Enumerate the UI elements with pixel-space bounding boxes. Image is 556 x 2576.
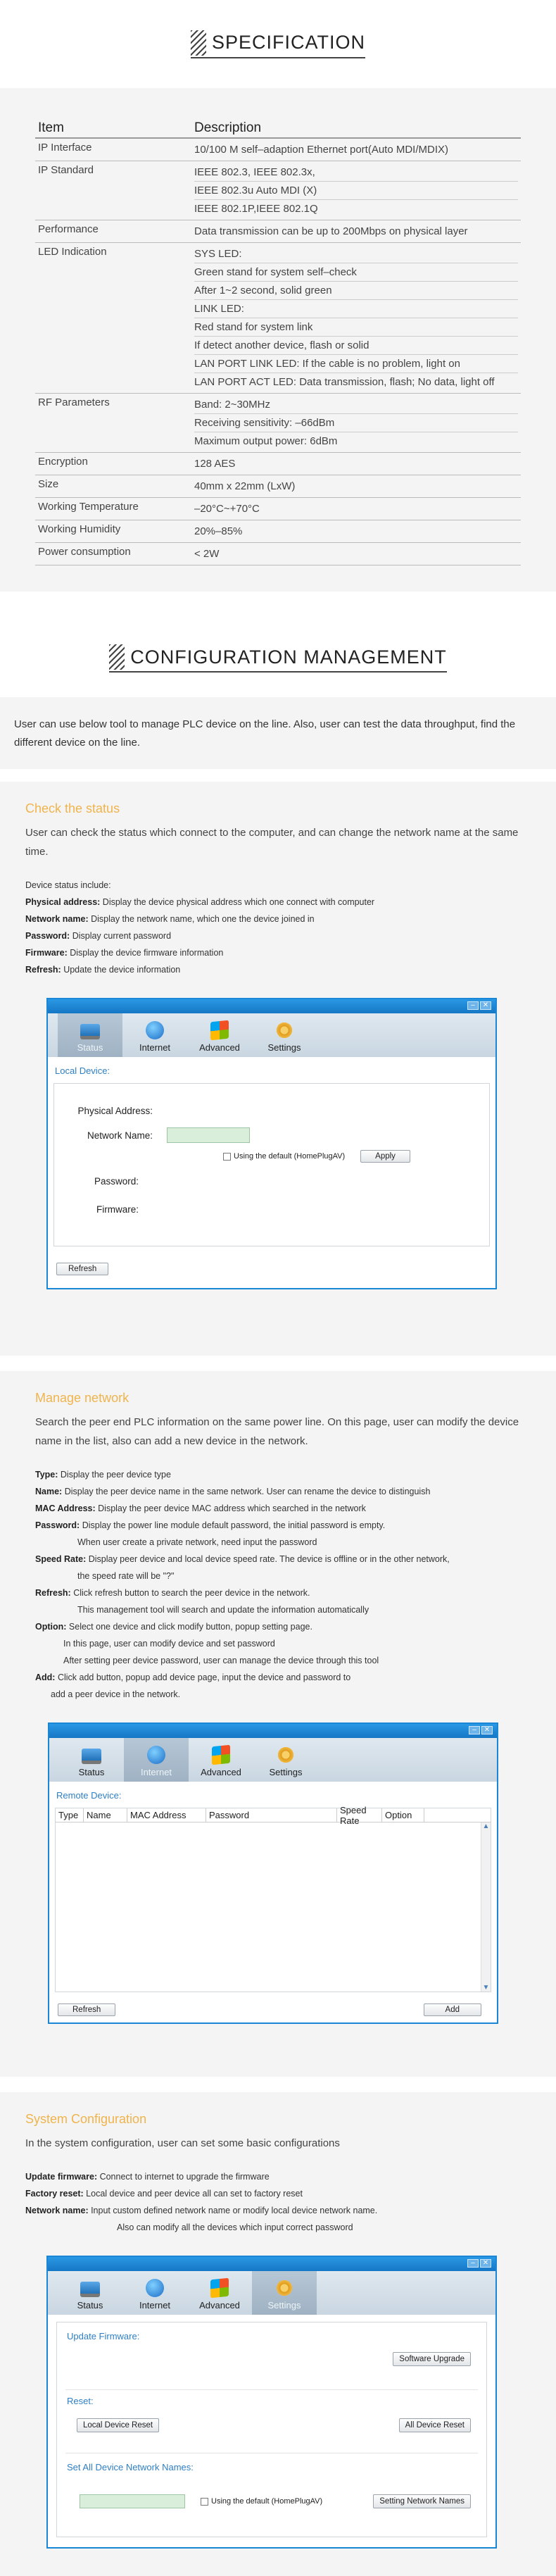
tab-label: Internet	[139, 2300, 171, 2311]
physical-address-row	[54, 1096, 489, 1125]
spec-row	[35, 453, 521, 475]
spec-row	[35, 520, 521, 543]
tab-label: Internet	[140, 1767, 172, 1777]
spec-table	[35, 118, 521, 565]
tab-label: Internet	[139, 1042, 171, 1053]
remote-device-list	[55, 1804, 491, 1992]
setting-network-names-button[interactable]: Setting Network Names	[373, 2494, 471, 2508]
firmware-label: Firmware:	[96, 1203, 139, 1215]
refresh-button[interactable]: Refresh	[58, 2003, 115, 2016]
spec-item: RF Parameters	[35, 394, 191, 453]
spec-description-line: Maximum output power: 6dBm	[194, 435, 338, 447]
definition-text: Local device and peer device all can set to factory reset	[83, 2189, 303, 2199]
local-device-label: Local Device:	[55, 1065, 110, 1076]
definition-item	[35, 1517, 521, 1534]
spacer	[0, 2077, 556, 2092]
software-upgrade-button[interactable]: Software Upgrade	[393, 2352, 471, 2366]
spec-row	[35, 243, 521, 394]
definition-item	[25, 2185, 521, 2202]
windows-logo-icon	[212, 1745, 230, 1765]
definition-text: Update the device information	[61, 965, 181, 975]
spec-description-line: Receiving sensitivity: –66dBm	[194, 414, 518, 432]
spec-description	[191, 220, 521, 243]
config-intro: User can use below tool to manage PLC device on the line. Also, user can test the data throughput, find the different device on the line.	[0, 697, 556, 769]
defs-title: Device status include:	[25, 880, 111, 890]
spec-item: IP Interface	[35, 138, 191, 161]
tab-label: Advanced	[199, 1042, 240, 1053]
col-item-header: Item	[35, 118, 191, 138]
default-row	[54, 1146, 489, 1167]
list-header	[56, 1804, 491, 1826]
scroll-up-icon[interactable]: ▲	[482, 1822, 490, 1830]
window-controls	[467, 1001, 491, 1010]
definition-term: Factory reset:	[25, 2189, 84, 2199]
system-config-block	[0, 2092, 556, 2576]
definition-term: Password:	[35, 1520, 80, 1530]
definition-text: Display the peer device MAC address which searched in the network	[95, 1503, 366, 1513]
definition-term: Update firmware:	[25, 2172, 98, 2182]
spec-row	[35, 543, 521, 565]
definition-item	[35, 1686, 521, 1703]
globe-icon	[146, 1021, 164, 1039]
monitor-icon	[80, 2282, 100, 2297]
definition-text: Click refresh button to search the peer device in the network.	[70, 1588, 310, 1598]
spec-description	[191, 243, 521, 394]
spec-description-line: Band: 2~30MHz	[194, 396, 518, 414]
network-name-row	[54, 1125, 489, 1146]
definition-term: Physical address:	[25, 897, 101, 907]
spec-description-line: IEEE 802.3u Auto MDI (X)	[194, 182, 518, 200]
windows-logo-icon	[210, 1020, 229, 1041]
settings-window	[46, 2256, 497, 2549]
network-names-section	[65, 2453, 478, 2531]
spec-item: LED Indication	[35, 243, 191, 394]
tab-label: Settings	[267, 2300, 301, 2311]
spec-description-line: 10/100 M self–adaption Ethernet port(Auto MDI/MDIX)	[194, 144, 449, 156]
default-checkbox[interactable]	[223, 1152, 345, 1161]
spec-item: Working Humidity	[35, 520, 191, 543]
column-header[interactable]: Option	[382, 1808, 424, 1822]
definition-term: Refresh:	[35, 1588, 71, 1598]
definition-text: the speed rate will be "?"	[77, 1571, 175, 1581]
spec-item: Size	[35, 475, 191, 498]
window-titlebar	[48, 999, 495, 1013]
spec-row	[35, 475, 521, 498]
list-actions	[55, 2003, 491, 2016]
definition-term: Network name:	[25, 2206, 89, 2215]
definition-term: Speed Rate:	[35, 1554, 87, 1564]
manage-network-heading: Manage network	[35, 1391, 129, 1405]
spec-row	[35, 394, 521, 453]
system-config-defs	[25, 2168, 521, 2236]
reset-section	[65, 2390, 478, 2453]
spec-panel	[0, 88, 556, 592]
spec-row	[35, 220, 521, 243]
spec-description-line: If detect another device, flash or solid	[194, 337, 518, 355]
physical-address-label: Physical Address:	[77, 1105, 153, 1116]
definition-text: Display the peer device type	[58, 1470, 171, 1480]
column-header[interactable]: Speed Rate	[337, 1808, 382, 1822]
remote-device-label: Remote Device:	[56, 1790, 122, 1801]
spec-row	[35, 161, 521, 220]
spec-description	[191, 475, 521, 498]
system-config-heading: System Configuration	[25, 2112, 147, 2126]
definition-item	[25, 911, 521, 927]
settings-panel	[56, 2322, 487, 2537]
spec-description-line: After 1~2 second, solid green	[194, 282, 518, 300]
definition-text: When user create a private network, need input the password	[77, 1537, 317, 1547]
update-firmware-section	[65, 2331, 478, 2390]
definition-term: Password:	[25, 931, 70, 941]
minimize-icon[interactable]: –	[467, 2259, 479, 2268]
network-name-input[interactable]	[167, 1127, 250, 1143]
definition-text: In this page, user can modify device and set password	[63, 1639, 275, 1649]
update-firmware-label: Update Firmware:	[67, 2331, 140, 2341]
spec-description	[191, 453, 521, 475]
definition-item	[25, 2202, 521, 2219]
definition-text: Display the device physical address which one connect with computer	[100, 897, 375, 907]
minimize-icon[interactable]: –	[467, 1001, 479, 1010]
manage-network-block	[0, 1371, 556, 2077]
definition-item	[35, 1551, 521, 1568]
globe-icon	[147, 1746, 165, 1764]
definition-text: After setting peer device password, user can manage the device through this tool	[63, 1656, 379, 1665]
spec-description-line: 40mm x 22mm (LxW)	[194, 480, 296, 492]
definition-item	[35, 1584, 521, 1601]
tab-settings[interactable]	[253, 1738, 318, 1782]
refresh-row	[53, 1262, 490, 1275]
hatch-decoration-icon	[109, 644, 125, 670]
config-title-group	[109, 644, 447, 673]
definition-text: Select one device and click modify button, popup setting page.	[66, 1622, 312, 1632]
definition-text: Also can modify all the devices which input correct password	[117, 2222, 353, 2232]
definition-text: Display the peer device name in the same network. User can rename the device to distinguish	[62, 1487, 431, 1496]
spec-item: Encryption	[35, 453, 191, 475]
monitor-icon	[80, 1024, 100, 1039]
checkbox-box	[223, 1153, 231, 1161]
close-icon[interactable]: ✕	[481, 1726, 493, 1734]
spec-description-line: < 2W	[194, 548, 220, 560]
definition-item	[35, 1568, 521, 1584]
status-window-body	[48, 1057, 495, 1288]
reset-label: Reset:	[67, 2396, 94, 2406]
definition-text: Display the network name, which one the device joined in	[88, 914, 315, 924]
tab-label: Settings	[267, 1042, 301, 1053]
tab-label: Status	[78, 1767, 105, 1777]
definition-term: Add:	[35, 1672, 56, 1682]
definition-term: Refresh:	[25, 965, 61, 975]
system-config-lead: In the system configuration, user can set some basic configurations	[25, 2137, 340, 2149]
window-titlebar	[48, 2257, 495, 2271]
spec-table-body	[35, 138, 521, 565]
definition-term: Network name:	[25, 914, 89, 924]
tab-label: Advanced	[201, 1767, 241, 1777]
status-window	[46, 998, 497, 1289]
window-titlebar	[49, 1724, 497, 1738]
spec-description-line: SYS LED:	[194, 245, 518, 263]
definition-text: add a peer device in the network.	[51, 1689, 181, 1699]
firmware-row	[54, 1195, 489, 1223]
spec-description-line: Data transmission can be up to 200Mbps on physical layer	[194, 225, 468, 237]
column-header[interactable]: Name	[84, 1808, 127, 1822]
spec-description-line: 20%–85%	[194, 525, 243, 537]
tab-label: Status	[77, 1042, 103, 1053]
internet-window	[48, 1722, 498, 2024]
definition-item	[35, 1635, 521, 1652]
spec-title: SPECIFICATION	[211, 32, 366, 53]
set-network-names-label: Set All Device Network Names:	[67, 2462, 194, 2472]
definition-text: Input custom defined network name or modify local device network name.	[88, 2206, 378, 2215]
check-status-lead: User can check the status which connect to the computer, and can change the network name at the same time.	[25, 827, 519, 858]
close-icon[interactable]: ✕	[480, 1001, 491, 1010]
tab-advanced[interactable]	[187, 1013, 252, 1057]
definition-text: Display the power line module default password, the initial password is empty.	[80, 1520, 386, 1530]
definition-text: Click add button, popup add device page, input the device and password to	[55, 1672, 351, 1682]
scroll-down-icon[interactable]: ▼	[482, 1984, 490, 1992]
spec-title-group	[191, 30, 365, 58]
spec-description	[191, 520, 521, 543]
spacer	[0, 1356, 556, 1371]
column-header[interactable]: MAC Address	[127, 1808, 206, 1822]
spec-row	[35, 498, 521, 520]
definition-term: Firmware:	[25, 948, 68, 958]
tab-advanced[interactable]	[189, 1738, 253, 1782]
definition-item	[35, 1466, 521, 1483]
tab-label: Advanced	[199, 2300, 240, 2311]
definition-term: Type:	[35, 1470, 58, 1480]
globe-icon	[146, 2279, 164, 2297]
definition-term: MAC Address:	[35, 1503, 96, 1513]
config-header	[0, 620, 556, 697]
defs-list	[25, 894, 521, 978]
tab-bar	[49, 1738, 497, 1782]
spec-description-line: 128 AES	[194, 458, 236, 470]
col-desc-header: Description	[191, 118, 521, 138]
definition-item	[25, 2168, 521, 2185]
internet-window-body	[49, 1782, 497, 2022]
spec-description	[191, 498, 521, 520]
spec-item: Working Temperature	[35, 498, 191, 520]
config-title: CONFIGURATION MANAGEMENT	[130, 646, 447, 668]
gear-icon	[275, 2279, 293, 2297]
checkbox-box	[201, 2498, 208, 2506]
apply-button[interactable]: Apply	[360, 1150, 410, 1163]
definition-item	[35, 1483, 521, 1500]
spec-description-line: LINK LED:	[194, 300, 518, 318]
spec-item: IP Standard	[35, 161, 191, 220]
column-header[interactable]: Type	[56, 1808, 84, 1822]
definition-item	[35, 1669, 521, 1686]
definition-item	[25, 2219, 521, 2236]
minimize-icon[interactable]: –	[469, 1726, 480, 1734]
spec-description	[191, 161, 521, 220]
password-row	[54, 1167, 489, 1195]
tab-status[interactable]	[59, 1738, 124, 1782]
definition-item	[25, 944, 521, 961]
windows-logo-icon	[210, 2278, 229, 2299]
spacer	[0, 592, 556, 620]
definition-term: Name:	[35, 1487, 63, 1496]
definition-item	[35, 1534, 521, 1551]
definition-item	[25, 894, 521, 911]
spec-description-line: LAN PORT LINK LED: If the cable is no problem, light on	[194, 355, 518, 373]
check-status-defs	[25, 877, 521, 978]
spec-description-line: Red stand for system link	[194, 318, 518, 337]
definition-item	[35, 1601, 521, 1618]
local-device-panel	[53, 1083, 490, 1246]
tab-status[interactable]	[58, 2271, 122, 2315]
definition-text: Display the device firmware information	[67, 948, 224, 958]
definition-text: Display peer device and local device speed rate. The device is offline or in the other network,	[86, 1554, 450, 1564]
spec-description-line: IEEE 802.1P,IEEE 802.1Q	[194, 203, 318, 215]
window-controls	[469, 1726, 493, 1734]
manage-network-lead: Search the peer end PLC information on the same power line. On this page, user can modify the device name in the list, also can add a new device in the network.	[35, 1416, 519, 1447]
tab-label: Settings	[269, 1767, 303, 1777]
default-checkbox[interactable]	[201, 2497, 322, 2506]
hatch-decoration-icon	[191, 30, 206, 56]
spec-header	[0, 0, 556, 88]
check-status-heading: Check the status	[25, 801, 120, 815]
checkbox-label: Using the default (HomePlugAV)	[234, 1152, 346, 1161]
definition-item	[35, 1652, 521, 1669]
spacer	[0, 769, 556, 782]
definition-term: Option:	[35, 1622, 67, 1632]
local-device-reset-button[interactable]: Local Device Reset	[77, 2418, 159, 2432]
definition-item	[35, 1500, 521, 1517]
tab-internet[interactable]	[122, 2271, 187, 2315]
password-label: Password:	[94, 1175, 139, 1187]
tab-settings[interactable]	[252, 1013, 317, 1057]
window-controls	[467, 2259, 491, 2268]
add-button[interactable]: Add	[424, 2003, 481, 2016]
tab-internet[interactable]	[124, 1738, 189, 1782]
definition-text: Connect to internet to upgrade the firmware	[97, 2172, 270, 2182]
spec-description-line: LAN PORT ACT LED: Data transmission, flash; No data, light off	[194, 376, 495, 388]
spec-description-line: Green stand for system self–check	[194, 263, 518, 282]
spec-description-line: IEEE 802.3, IEEE 802.3x,	[194, 163, 518, 182]
spec-row	[35, 138, 521, 161]
settings-window-body	[48, 2315, 495, 2547]
network-names-input[interactable]	[80, 2494, 185, 2508]
gear-icon	[277, 1746, 295, 1764]
tab-internet[interactable]	[122, 1013, 187, 1057]
check-status-block	[0, 782, 556, 1356]
tab-bar	[48, 2271, 495, 2315]
network-name-label: Network Name:	[87, 1130, 153, 1141]
definition-text: This management tool will search and update the information automatically	[77, 1605, 369, 1615]
spec-item: Power consumption	[35, 543, 191, 565]
close-icon[interactable]: ✕	[480, 2259, 491, 2268]
spec-description-line: –20°C~+70°C	[194, 503, 260, 515]
column-header[interactable]: Password	[206, 1808, 337, 1822]
tab-settings[interactable]	[252, 2271, 317, 2315]
gear-icon	[275, 1021, 293, 1039]
monitor-icon	[82, 1749, 101, 1764]
definition-text: Display current password	[70, 931, 172, 941]
definition-item	[25, 961, 521, 978]
tab-advanced[interactable]	[187, 2271, 252, 2315]
refresh-button[interactable]: Refresh	[56, 1263, 108, 1275]
definition-item	[25, 927, 521, 944]
spec-description	[191, 394, 521, 453]
vertical-scrollbar[interactable]	[481, 1822, 491, 1992]
tab-bar	[48, 1013, 495, 1057]
definition-item	[35, 1618, 521, 1635]
tab-label: Status	[77, 2300, 103, 2311]
spec-description	[191, 543, 521, 565]
checkbox-label: Using the default (HomePlugAV)	[211, 2497, 323, 2506]
spec-item: Performance	[35, 220, 191, 243]
tab-status[interactable]	[58, 1013, 122, 1057]
all-device-reset-button[interactable]: All Device Reset	[399, 2418, 471, 2432]
spec-description	[191, 138, 521, 161]
manage-network-defs	[35, 1466, 521, 1703]
